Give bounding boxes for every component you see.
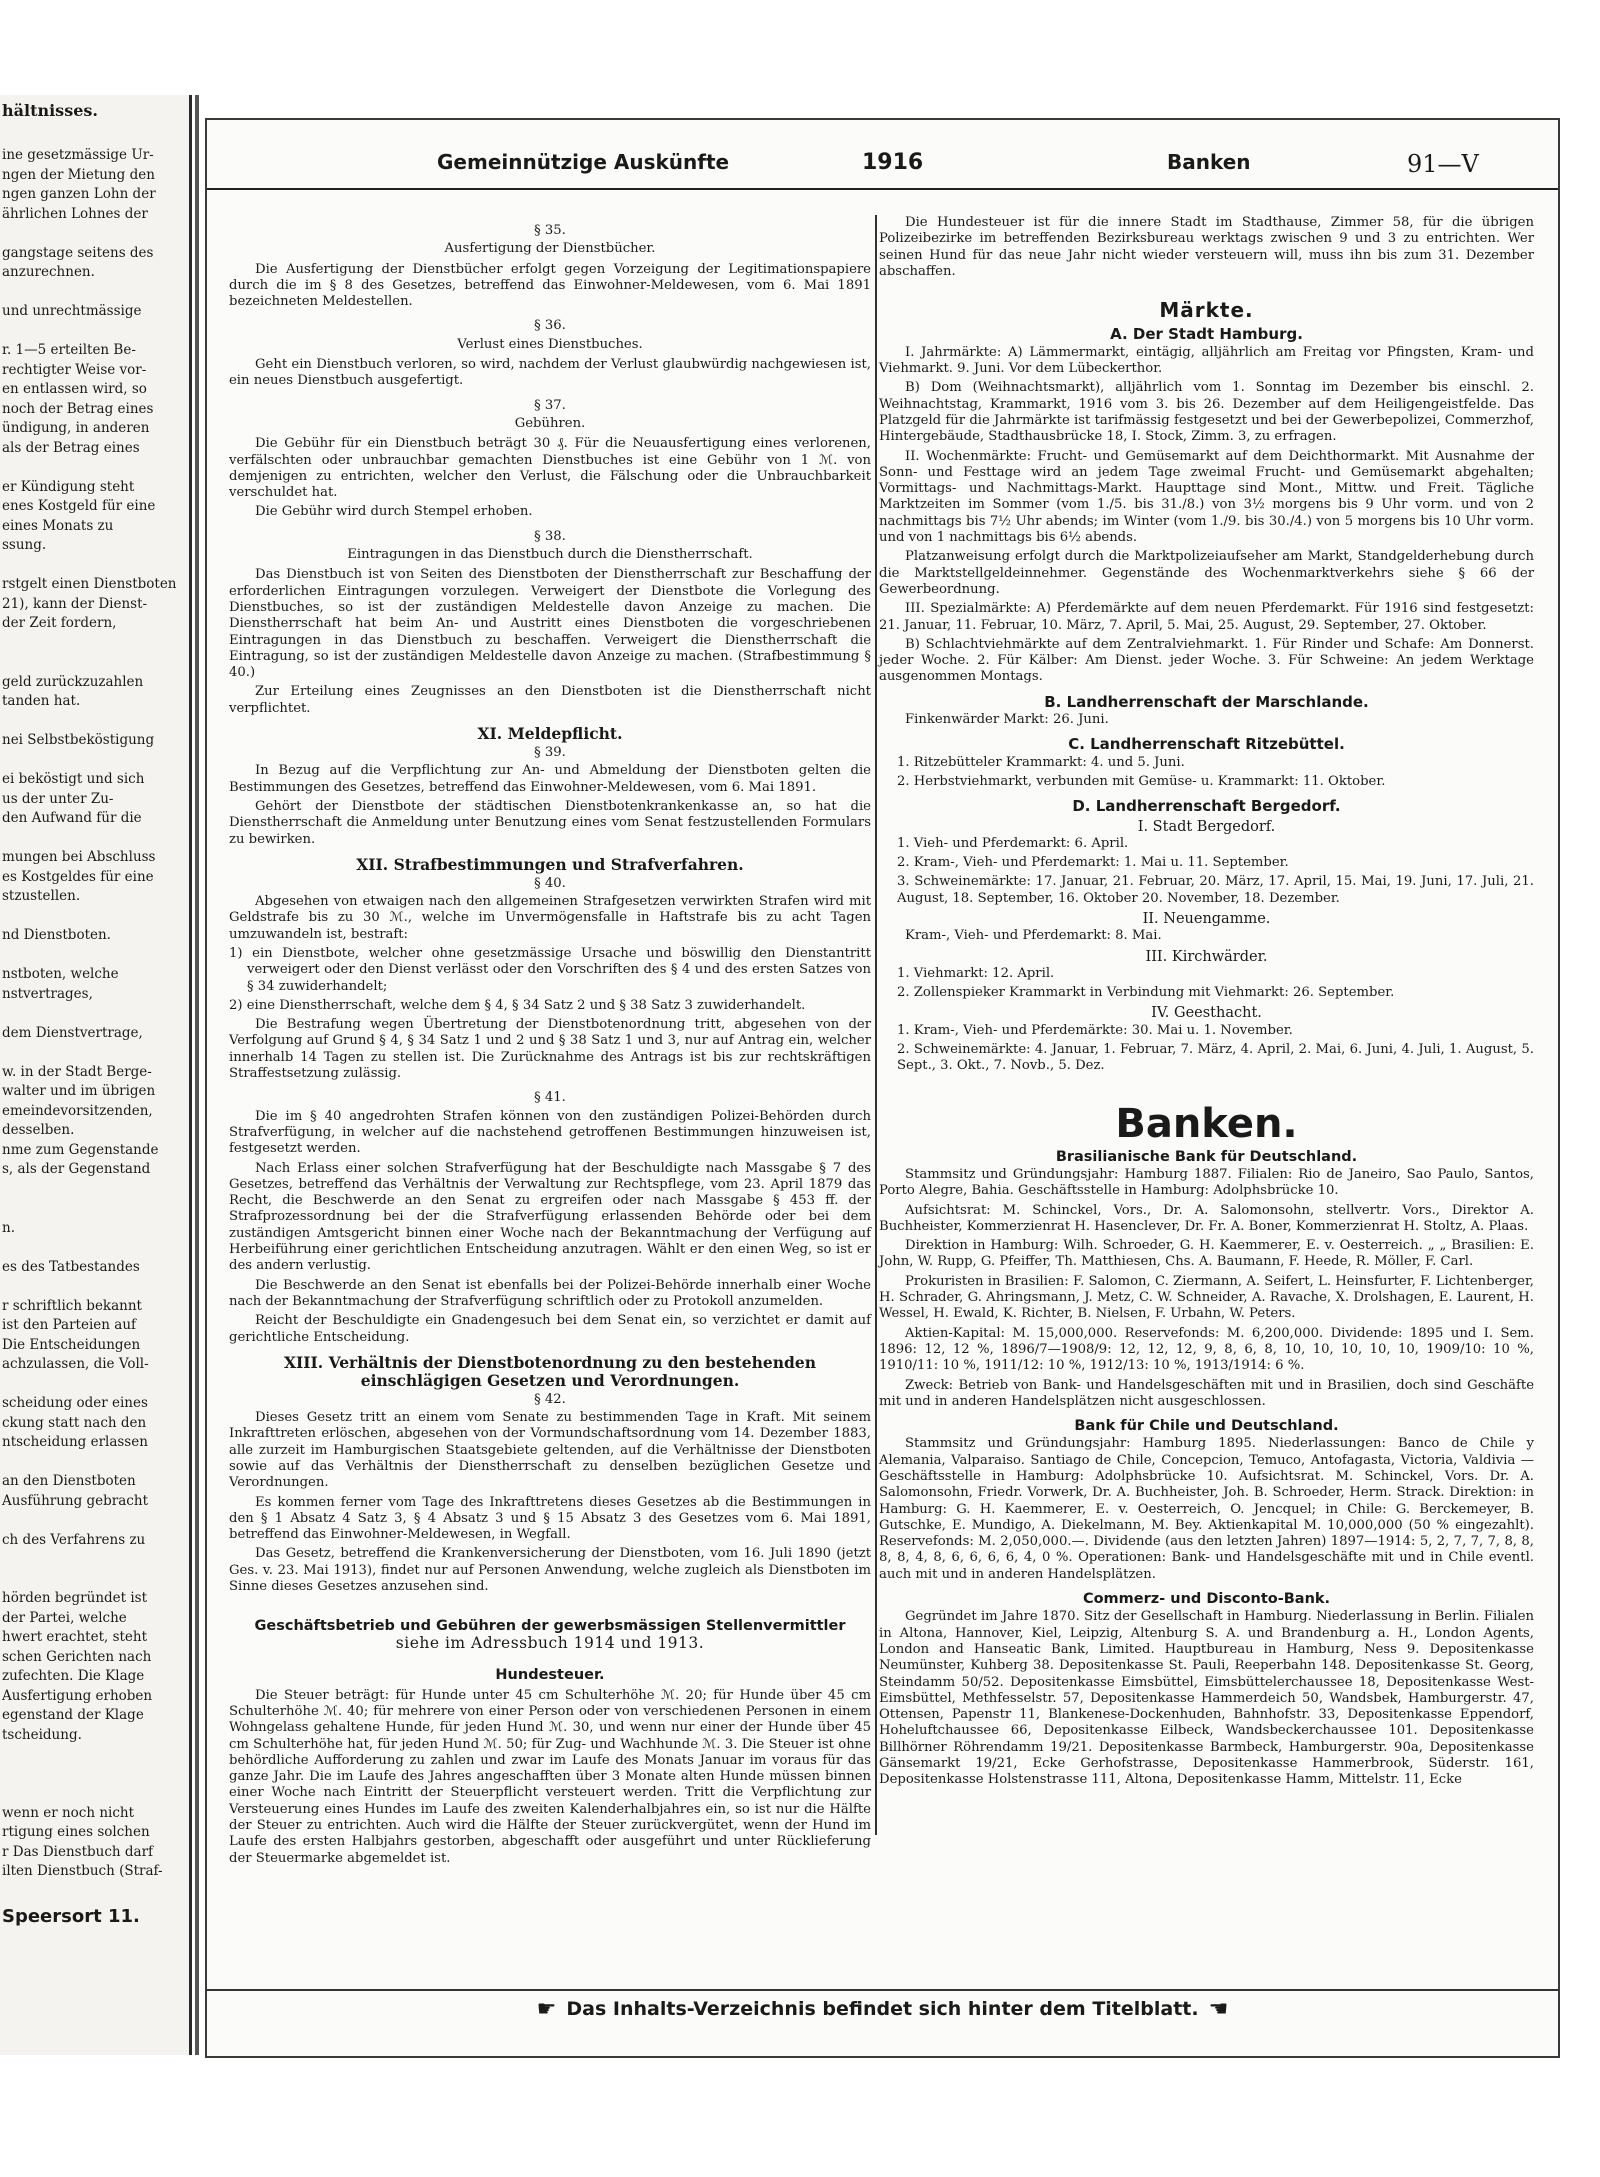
paragraph: Die im § 40 angedrohten Strafen können von den zuständigen Polizei-Behörden durch Strafverfügung, in welcher auf die nachstehend getroffenen Bestimmungen hinzuweisen ist, festgesetzt werden. — [229, 1108, 871, 1157]
subregion-heading: III. Kirchwärder. — [1145, 948, 1268, 965]
left-page-line: geld zurückzuzahlen — [2, 673, 144, 690]
left-page-line — [0, 712, 189, 732]
left-page-line — [0, 1199, 189, 1219]
left-page-line — [0, 1765, 189, 1785]
paragraph: Die Gebühr wird durch Stempel erhoben. — [255, 504, 533, 520]
left-page-line — [0, 458, 189, 478]
left-page-line: scheidung oder eines — [2, 1395, 148, 1411]
left-page-line: ei beköstigt und sich — [2, 771, 145, 787]
left-page-line: gangstage seitens des — [2, 244, 154, 261]
paragraph: III. Spezialmärkte: A) Pferdemärkte auf dem neuen Pferdemarkt. Für 1916 sind festgesetzt: 21. Januar, 11. Februar, 10. März, 7. April, 5. Mai, 25. August, 29. September, 27. Oktober. — [879, 601, 1534, 633]
left-page-line: egenstand der Klage — [2, 1707, 144, 1723]
list-item: 2. Kram-, Vieh- und Pferdemarkt: 1. Mai u. 11. September. — [897, 855, 1289, 871]
region-heading: A. Der Stadt Hamburg. — [1110, 325, 1303, 344]
list-item: 2. Herbstviehmarkt, verbunden mit Gemüse- u. Krammarkt: 11. Oktober. — [897, 773, 1386, 789]
list-item: 2. Schweinemärkte: 4. Januar, 1. Februar, 7. März, 4. April, 2. Mai, 6. Juni, 4. Juli, 1. August, 5. Sept., 3. Okt., 7. Novb., 5. Dez. — [897, 1042, 1534, 1074]
left-page-line: und unrechtmässige — [2, 303, 142, 319]
paragraph: Die Ausfertigung der Dienstbücher erfolgt gegen Vorzeigung der Legitimationspapiere durch die im § 8 des Gesetzes, betreffend das Einwohner-Meldewesen, vom 6. Mai 1891 bezeichneten Meldestellen. — [229, 261, 871, 310]
left-page-line: ündigung, in anderen — [2, 420, 150, 436]
left-page-line — [0, 1453, 189, 1473]
left-page-line: eines Monats zu — [2, 517, 114, 534]
left-page-line — [0, 1277, 189, 1297]
running-head-year: 1916 — [862, 150, 924, 175]
left-page-line: an den Dienstboten — [2, 1473, 136, 1489]
left-page-line — [0, 1375, 189, 1395]
paragraph: B) Dom (Weihnachtsmarkt), alljährlich vom 1. Sonntag im Dezember bis einschl. 2. Weihnachtstag, Krammarkt, 1916 vom 3. bis 26. Dezember auf dem Heiligengeistfelde. Das Platzgeld für die Jahrmärkte ist tarifmässig festgesetzt und bei der Gewerbepolizei, Commerzhof, Hintergebäude, Stadthausbrücke 18, I. Stock, Zimm. 3, zu erfragen. — [879, 380, 1534, 445]
list-item: 1. Ritzebütteler Krammarkt: 4. und 5. Juni. — [897, 754, 1185, 770]
bank-heading: Brasilianische Bank für Deutschland. — [1055, 1148, 1358, 1165]
left-page-line: Die Entscheidungen — [2, 1336, 141, 1353]
bank-heading: Bank für Chile und Deutschland. — [1074, 1418, 1339, 1435]
section-number: § 42. — [534, 1391, 566, 1407]
left-page-line: als der Betrag eines — [2, 439, 140, 456]
left-page-line — [0, 224, 189, 244]
left-page-line: mungen bei Abschluss — [2, 849, 156, 865]
left-page-line: Ausfertigung erhoben — [2, 1687, 153, 1704]
paragraph: Die Hundesteuer ist für die innere Stadt im Stadthause, Zimmer 58, für die übrigen Polizeibezirke im betreffenden Bezirksbureau werktags zwischen 9 und 3 zu entrichten. Wer seinen Hund für das neue Jahr nicht wieder versteuern will, muss ihn bis zum 31. Dezember abschaffen. — [879, 215, 1534, 279]
left-page-line — [0, 946, 189, 966]
left-page-line — [0, 1784, 189, 1804]
section-title: Verlust eines Dienstbuches. — [457, 336, 643, 352]
pointing-hand-icon: ☛ — [536, 1997, 557, 2022]
right-column — [879, 215, 1534, 1792]
paragraph: Abgesehen von etwaigen nach den allgemeinen Strafgesetzen verwirkten Strafen wird mit Geldstrafe bis zu 30 ℳ., welche im Unvermögensfalle in Haftstrafe bis zu acht Tagen umzuwandeln ist, bestraft: — [229, 894, 871, 942]
left-page-line — [0, 127, 189, 147]
left-page-line — [0, 829, 189, 849]
left-page-line — [0, 653, 189, 673]
list-item: 2. Zollenspieker Krammarkt in Verbindung mit Viehmarkt: 26. September. — [897, 985, 1395, 1001]
section-number: § 37. — [534, 397, 566, 413]
left-page-line: 21), kann der Dienst- — [2, 595, 148, 612]
left-page-line — [0, 1004, 189, 1024]
section-title: Ausfertigung der Dienstbücher. — [444, 241, 656, 257]
left-page-line: desselben. — [2, 1122, 75, 1138]
left-page-line — [0, 1043, 189, 1063]
left-page-line: ch des Verfahrens zu — [2, 1531, 146, 1548]
left-page-line: nstvertrages, — [2, 985, 93, 1002]
paragraph: Das Gesetz, betreffend die Krankenversicherung der Dienstboten, vom 16. Juli 1890 (jetzt Ges. v. 23. Mai 1913), findet nur auf Personen Anwendung, welche zugleich als Dienstboten im Sinne dieses Gesetzes anzusehen sind. — [229, 1546, 871, 1595]
left-page-line: ntscheidung erlassen — [2, 1434, 148, 1450]
left-page-line: hörden begründet ist — [2, 1590, 148, 1606]
left-page-line: achzulassen, die Voll- — [2, 1356, 149, 1372]
paragraph: Die Bestrafung wegen Übertretung der Dienstbotenordnung tritt, abgesehen von der Verfolgung auf Grund § 4, § 34 Satz 1 und 2 und § 38 Satz 1 und 3, nur auf Antrag ein, welcher innerhalb 14 Tagen zu stellen ist. Die Zurücknahme des Antrags ist bis zur rechtskräftigen Straffestsetzung zulässig. — [229, 1017, 871, 1082]
left-page-line: w. in der Stadt Berge- — [2, 1063, 152, 1080]
banken-heading: Banken. — [1115, 1100, 1298, 1147]
left-page-line: walter und im übrigen — [2, 1083, 156, 1099]
left-page-line: tscheidung. — [2, 1726, 82, 1743]
left-page-line: schen Gerichten nach — [2, 1648, 152, 1665]
left-page-line: ährlichen Lohnes der — [2, 205, 148, 222]
left-page-line: nd Dienstboten. — [2, 927, 111, 943]
left-page-line: r Das Dienstbuch darf — [2, 1843, 154, 1860]
left-page-line: s, als der Gegenstand — [2, 1161, 151, 1177]
paragraph: In Bezug auf die Verpflichtung zur An- und Abmeldung der Dienstboten gelten die Bestimmungen des Gesetzes, betreffend das Einwohner-Meldewesen, vom 6. Mai 1891. — [229, 763, 871, 795]
stellenvermittler-heading: Geschäftsbetrieb und Gebühren der gewerbsmässigen Stellenvermittler — [254, 1618, 846, 1635]
footer-note — [207, 1989, 1558, 2022]
hundesteuer-heading: Hundesteuer. — [495, 1666, 605, 1683]
left-page-line: der Partei, welche — [2, 1609, 127, 1626]
paragraph: Direktion in Hamburg: Wilh. Schroeder, G. H. Kaemmerer, E. v. Oesterreich. „ „ Brasilien: E. John, W. Rupp, G. Pfeiffer, Th. Matthiesen, Chs. A. Baumann, F. Heede, R. Möller, F. Carl. — [879, 1238, 1534, 1270]
subregion-heading: I. Stadt Bergedorf. — [1137, 818, 1276, 835]
left-page-line: r. 1—5 erteilten Be- — [2, 342, 136, 358]
left-page-fragment — [0, 95, 192, 2055]
left-page-line: ckung statt nach den — [2, 1414, 147, 1431]
section-number: § 35. — [534, 223, 566, 238]
left-page-line — [0, 634, 189, 654]
left-page-line: den Aufwand für die — [2, 810, 142, 826]
paragraph: I. Jahrmärkte: A) Lämmermarkt, eintägig, alljährlich am Freitag vor Pfingsten, Kram- und Viehmarkt. 9. Juni. Vor dem Lübeckerthor. — [879, 344, 1534, 377]
left-page-line — [0, 1238, 189, 1258]
subregion-heading: II. Neuengamme. — [1142, 910, 1271, 927]
page-gutter — [195, 95, 199, 2055]
left-page-line: en entlassen wird, so — [2, 381, 147, 397]
main-page — [205, 118, 1560, 2058]
paragraph: Dieses Gesetz tritt an einem vom Senate zu bestimmenden Tage in Kraft. Mit seinem Inkrafttreten erlöschen, abgesehen von der Vormundschaftsordnung vom 14. Dezember 1883, alle zurzeit im Hamburgischen Staatsgebiete geltenden, auf die Verhältnisse der Dienstboten sowie auf das Verhältnis der Dienstherrschaft zu denselben bezüglichen Gesetze und Verordnungen. — [229, 1410, 871, 1491]
left-page-line: nei Selbstbeköstigung — [2, 732, 155, 748]
left-page-line: ist den Parteien auf — [2, 1317, 137, 1333]
left-page-line: ssung. — [2, 537, 47, 553]
left-page-line: wenn er noch nicht — [2, 1804, 135, 1821]
list-item: 1. Kram-, Vieh- und Pferdemärkte: 30. Mai u. 1. November. — [897, 1022, 1293, 1038]
left-page-line — [0, 556, 189, 576]
list-item: 1. Vieh- und Pferdemarkt: 6. April. — [897, 835, 1129, 851]
left-page-line: nstboten, welche — [2, 966, 119, 982]
list-item: 1) ein Dienstbote, welcher ohne gesetzmässige Ursache und böswillig den Dienstantritt verweigert oder den Dienst verlässt oder den Vorschriften des § 4 und des ersten Satzes von § 34 zuwiderhandelt; — [229, 945, 871, 994]
left-page-line: dem Dienstvertrage, — [2, 1024, 143, 1041]
running-head-title: Gemeinnützige Auskünfte — [437, 150, 730, 174]
left-page-line — [0, 1570, 189, 1590]
left-page-line: noch der Betrag eines — [2, 400, 154, 417]
footer-note-text: Das Inhalts-Verzeichnis befindet sich hinter dem Titelblatt. — [566, 1998, 1199, 2020]
paragraph: Aufsichtsrat: M. Schinckel, Vors., Dr. A. Salomonsohn, stellvertr. Vors., Direktor A. Buchheister, Kommerzienrat H. Hasenclever, Dr. Fr. A. Boner, Kommerzienrat H. Stoltz, A. Plaas. — [879, 1202, 1534, 1234]
chapter-heading: XI. Meldepflicht. — [477, 724, 623, 744]
markte-heading: Märkte. — [1159, 298, 1254, 323]
paragraph: Gegründet im Jahre 1870. Sitz der Gesellschaft in Hamburg. Niederlassung in Berlin. Filialen in Altona, Hannover, Kiel, Leipzig, Altenburg S. A. und Brandenburg a. H., London Agents, London and Hanseatic Bank, Limited. Hauptbureau in Hamburg, Ness 9. Depositenkasse Neumünster, Kuhberg 38. Depositenkasse St. Pauli, Reeperbahn 148. Depositenkasse St. Georg, Steindamm 50/52. Depositenkasse Eimsbüttel, Eimsbüttelerchaussee 18, Depositenkasse West-Eimsbüttel, Methfesselstr. 57, Depositenkasse Hammerdeich 50, Wandsbek, Hamburgerstr. 47, Ottensen, Papenstr 11, Blankenese-Dockenhuden, Bahnhofstr. 33, Depositenkasse Eppendorf, Hoheluftchaussee 66, Depositenkasse Eilbeck, Wandsbeckerchaussee 101. Depositenkasse Billhörner Röhrendamm 19/21. Depositenkasse Barmbeck, Hamburgerstr. 90a, Depositenkasse Gänsemarkt 19/21, Ecke Gerhofstrasse, Depositenkasse Hammerbrook, Süderstr. 161, Depositenkasse Holstenstrasse 111, Altona, Depositenkasse Hamm, Mittelstr. 11, Ecke — [879, 1609, 1534, 1788]
paragraph: Die Gebühr für ein Dienstbuch beträgt 30 ₰. Für die Neuausfertigung eines verlorenen, verfälschten oder unbrauchbar gemachten Dienstbuches ist eine Gebühr von 1 ℳ. von demjenigen zu entrichten, welcher den Verlust, die Fälschung oder die Unbrauchbarkeit verschuldet hat. — [229, 436, 871, 501]
pointing-hand-icon: ☚ — [1208, 1997, 1229, 2022]
left-page-line — [0, 751, 189, 771]
region-heading: C. Landherrenschaft Ritzebüttel. — [1068, 735, 1345, 754]
left-page-line — [0, 907, 189, 927]
running-head-section: Banken — [1167, 150, 1251, 174]
section-number: § 36. — [534, 318, 566, 334]
paragraph: Zur Erteilung eines Zeugnisses an den Dienstboten ist die Dienstherrschaft nicht verpflichtet. — [229, 684, 871, 716]
paragraph: II. Wochenmärkte: Frucht- und Gemüsemarkt auf dem Deichthormarkt. Mit Ausnahme der Sonn- und Festtage wird an jedem Tage zweimal Frucht- und Gemüsemarkt abgehalten; Vormittags- und Nachmittags-Markt. Haupttage sind Mont., Mittw. und Freit. Tägliche Marktzeiten im Sommer (vom 1./5. bis 31./8.) von 3½ morgens bis 9 Uhr vorm. und von 2 nachmittags bis 7½ Uhr abends; im Winter (vom 1./9. bis 30./4.) von 5 morgens bis 10 Uhr vorm. und von 1 nachmittags bis 6½ abends. — [879, 448, 1534, 546]
left-page-line — [0, 283, 189, 303]
paragraph: Kram-, Vieh- und Pferdemarkt: 8. Mai. — [905, 928, 1162, 944]
paragraph: Gehört der Dienstbote der städtischen Dienstbotenkrankenkasse an, so hat die Dienstherrschaft die Anmeldung unter Benutzung eines vom Senat festzustellenden Formulars zu bewirken. — [229, 798, 871, 847]
section-number: § 40. — [534, 875, 566, 891]
paragraph: B) Schlachtviehmärkte auf dem Zentralviehmarkt. 1. Für Rinder und Schafe: Am Donnerst. jeder Woche. 2. Für Kälber: Am Dienst. jeder Woche. 3. Für Schweine: An jedem Werktage ausgenommen Montags. — [879, 636, 1534, 685]
left-page-line: der Zeit fordern, — [2, 615, 117, 631]
paragraph: Es kommen ferner vom Tage des Inkrafttretens dieses Gesetzes ab die Bestimmungen in den § 1 Absatz 4 Satz 3, § 4 Absatz 3 und § 15 Absatz 3 des Gesetzes vom 6. Mai 1891, betreffend das Einwohner-Meldewesen, in Wegfall. — [229, 1494, 871, 1543]
paragraph: Reicht der Beschuldigte ein Gnadengesuch bei dem Senat ein, so verzichtet er damit auf gerichtliche Entscheidung. — [229, 1313, 871, 1345]
left-page-line: tanden hat. — [2, 693, 81, 709]
section-number: § 39. — [534, 745, 566, 761]
left-page-line: rtigung eines solchen — [2, 1824, 150, 1840]
paragraph: Das Dienstbuch ist von Seiten des Dienstboten der Dienstherrschaft zur Beschaffung der erforderlichen Eintragungen vorzulegen. Verweigert der Dienstbote die Vorlegung des Dienstbuches, so ist der zuständigen Meldestelle davon Anzeige zu machen. Die Dienstherrschaft hat beim An- und Austritt eines Dienstboten die vorgeschriebenen Eintragungen in das Dienstbuch zu beschaffen. Verweigert die Dienstherrschaft die Eintragung, so ist der zuständigen Meldestelle davon Anzeige zu machen. (Strafbestimmung § 40.) — [229, 567, 871, 681]
left-page-line — [0, 1550, 189, 1570]
paragraph: Nach Erlass einer solchen Strafverfügung hat der Beschuldigte nach Massgabe § 7 des Gesetzes, betreffend das Verhältnis der Verwaltung zur Rechtspflege, vom 23. April 1879 das Recht, die Beschwerde an den Senat zu ergreifen oder nach Massgabe § 453 ff. der Strafprozessordnung bei der die Strafverfügung erlassenden Behörde oder bei dem zuständigen Amtsgericht binnen einer Woche nach der Bekanntmachung der Verfügung auf Herbeiführung einer gerichtlichen Entscheidung anzutragen. Wählt er den einen Weg, so ist er des andern verlustig. — [229, 1160, 871, 1274]
left-page-line: ngen ganzen Lohn der — [2, 186, 156, 202]
stellenvermittler-note: siehe im Adressbuch 1914 und 1913. — [395, 1634, 705, 1653]
list-item: 3. Schweinemärkte: 17. Januar, 21. Februar, 20. März, 17. April, 15. Mai, 19. Juni, 17. Juli, 21. August, 18. September, 16. Oktober 20. November, 18. Dezember. — [897, 874, 1534, 906]
left-page-line — [0, 1180, 189, 1200]
left-page-line: ine gesetzmässige Ur- — [2, 147, 154, 163]
left-page-line: nme zum Gegenstande — [2, 1141, 159, 1158]
left-page-line: ngen der Mietung den — [2, 166, 155, 183]
left-column — [229, 215, 871, 1870]
left-page-line: es Kostgeldes für eine — [2, 868, 154, 885]
left-page-line: Ausführung gebracht — [2, 1492, 148, 1509]
left-page-line: anzurechnen. — [2, 264, 95, 280]
left-page-line — [0, 1745, 189, 1765]
paragraph: Prokuristen in Brasilien: F. Salomon, C. Ziermann, A. Seifert, L. Heinsfurter, F. Lichtenberger, H. Schrader, G. Ahringsmann, J. Metz, C. W. Schneider, A. Ravache, X. Drolshagen, E. Laurent, H. Wessel, H. Ewald, K. Richter, B. Nielsen, F. Urbahn, W. Peters. — [879, 1273, 1534, 1322]
left-page-text — [0, 101, 189, 1927]
left-page-line: hwert erachtet, steht — [2, 1629, 148, 1645]
paragraph: Finkenwärder Markt: 26. Juni. — [905, 712, 1109, 728]
list-item: 1. Viehmarkt: 12. April. — [897, 965, 1055, 981]
paragraph: Aktien-Kapital: M. 15,000,000. Reservefonds: M. 6,200,000. Dividende: 1895 und I. Sem. 1896: 12, 12 %, 1896/7—1908/9: 12, 12, 12, 9, 8, 6, 8, 10, 10, 10, 10, 10, 1909/10: 10 %, 1910/11: 10 %, 1911/12: 10 %, 1912/13: 10 %, 1913/1914: 6 %. — [879, 1325, 1534, 1374]
region-heading: B. Landherrenschaft der Marschlande. — [1044, 692, 1369, 711]
paragraph: Platzanweisung erfolgt durch die Marktpolizeiaufseher am Markt, Standgelderhebung durch die Marktstellgeldeinnehmer. Gegenstände des Wochenmarktverkehrs siehe § 66 der Gewerbeordnung. — [879, 549, 1534, 597]
paragraph: Geht ein Dienstbuch verloren, so wird, nachdem der Verlust glaubwürdig nachgewiesen ist, ein neues Dienstbuch ausgefertigt. — [229, 357, 871, 389]
section-number: § 38. — [534, 528, 566, 544]
paragraph: Stammsitz und Gründungsjahr: Hamburg 1895. Niederlassungen: Banco de Chile y Alemania, Valparaiso. Santiago de Chile, Concepcion, Temuco, Antofagasta, Victoria, Valdivia — Geschäftsstelle in Hamburg: Adolphsbrücke 10. Aufsichtsrat. M. Schinckel, Vors. Dr. A. Salomonsohn, Friedr. Vorwerk, Dr. A. Buchheister, Joh. B. Schroeder, Herm. Strack. Direktion: in Hamburg: G. H. Kaemmerer, E. v. Oesterreich, O. Jencquel; in Chile: G. Berckemeyer, B. Gutschke, E. Mundigo, A. Diekelmann, M. Bey. Aktienkapital M. 10,000,000 (50 % eingezahlt). Reservefonds: M. 2,050,000.—. Dividende (aus den letzten Jahren) 1897—1914: 5, 2, 7, 7, 7, 8, 8, 8, 8, 4, 8, 6, 6, 6, 6, 4, 0 %. Operationen: Bank- und Handelsgeschäfte mit und in Chile eventl. auch mit und in anderen Handelsplätzen. — [879, 1436, 1534, 1582]
chapter-heading: XIII. Verhältnis der Dienstbotenordnung zu den bestehenden einschlägigen Gesetzen und Verordnungen. — [284, 1352, 816, 1390]
left-page-line: r schriftlich bekannt — [2, 1297, 142, 1314]
left-page-line: ilten Dienstbuch (Straf- — [2, 1863, 163, 1879]
running-head — [207, 150, 1558, 190]
list-item: 2) eine Dienstherrschaft, welche dem § 4, § 34 Satz 2 und § 38 Satz 3 zuwiderhandelt. — [229, 997, 806, 1013]
left-page-line: rechtigter Weise vor- — [2, 361, 147, 378]
left-page-line: emeindevorsitzenden, — [2, 1102, 153, 1119]
left-page-line: hältnisses. — [2, 101, 98, 120]
section-number: § 41. — [534, 1090, 566, 1106]
left-page-line: es des Tatbestandes — [2, 1258, 140, 1275]
left-page-footer: Speersort 11. — [2, 1906, 140, 1927]
section-title: Eintragungen in das Dienstbuch durch die Dienstherrschaft. — [347, 547, 753, 563]
left-page-line: rstgelt einen Dienstboten — [2, 576, 177, 592]
region-heading: D. Landherrenschaft Bergedorf. — [1072, 797, 1341, 816]
left-page-line — [0, 322, 189, 342]
left-page-line — [0, 1511, 189, 1531]
left-page-line: n. — [2, 1219, 15, 1236]
left-page-line: zufechten. Die Klage — [2, 1668, 145, 1684]
paragraph: Zweck: Betrieb von Bank- und Handelsgeschäften mit und in Brasilien, doch sind Geschäfte mit und in anderen Handelsplätzen nicht ausgeschlossen. — [879, 1377, 1534, 1409]
bank-heading: Commerz- und Disconto-Bank. — [1082, 1591, 1331, 1608]
left-page-line: er Kündigung steht — [2, 478, 135, 495]
page-number: 91—V — [1407, 150, 1479, 178]
paragraph: Stammsitz und Gründungsjahr: Hamburg 1887. Filialen: Rio de Janeiro, Sao Paulo, Santos, Porto Alegre, Bahia. Geschäftsstelle in Hamburg: Adolphsbrücke 10. — [879, 1166, 1534, 1199]
paragraph: Die Beschwerde an den Senat ist ebenfalls bei der Polizei-Behörde innerhalb einer Woche nach der Bekanntmachung der Strafverfügung schriftlich oder zu Protokoll anzumelden. — [229, 1277, 871, 1309]
chapter-heading: XII. Strafbestimmungen und Strafverfahren. — [356, 854, 744, 874]
paragraph: Die Steuer beträgt: für Hunde unter 45 cm Schulterhöhe ℳ. 20; für Hunde über 45 cm Schulterhöhe ℳ. 40; für mehrere von einer Person oder von verschiedenen Personen in einem Wohngelass gehaltene Hunde, für jeden Hund ℳ. 30, und wenn nur einer der Hunde über 45 cm Schulterhöhe hat, für jeden Hund ℳ. 50; für Zug- und Wachhunde ℳ. 3. Die Steuer ist ohne behördliche Aufforderung zu zahlen und zwar im Laufe des Monats Januar im voraus für das ganze Jahr. Die im Laufe des Jahres angeschafften über 3 Monate alten Hunde müssen binnen einer Woche nach Eintritt der Steuerpflicht versteuert werden. Tritt die Verpflichtung zur Versteuerung eines Hundes im Laufe des zweiten Kalenderhalbjahres ein, so ist nur die Hälfte der Steuer zu entrichten. Auch wird die Hälfte der Steuer zurückvergütet, wenn der Hund im Laufe des ersten Halbjahrs gestorben, abgeschafft oder ausgeführt und unter Rücklieferung der Steuermarke abgemeldet ist. — [229, 1687, 871, 1866]
column-rule — [875, 215, 877, 1835]
section-title: Gebühren. — [514, 415, 586, 431]
left-page-line — [0, 1882, 189, 1902]
left-page-line: stzustellen. — [2, 888, 81, 904]
left-page-line: enes Kostgeld für eine — [2, 498, 156, 514]
left-page-line: us der unter Zu- — [2, 790, 114, 807]
subregion-heading: IV. Geesthacht. — [1151, 1005, 1262, 1022]
